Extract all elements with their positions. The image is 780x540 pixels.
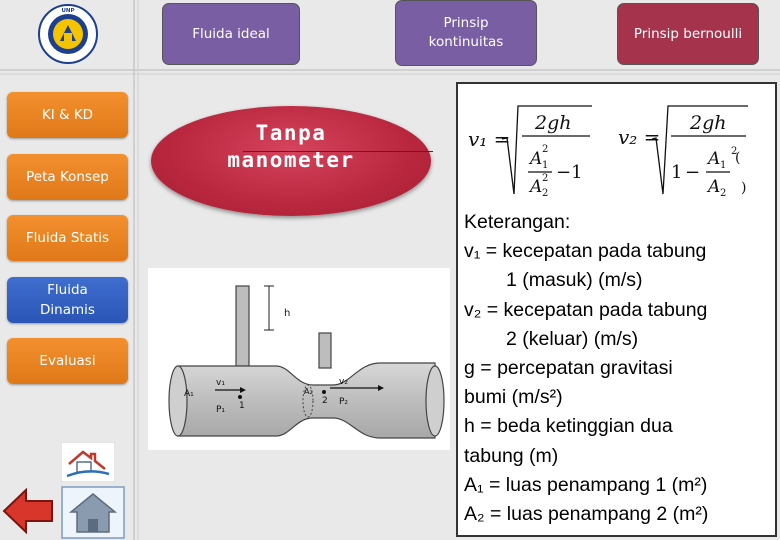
label-v1: v₁ [216, 378, 225, 388]
keterangan-a1: A₁ = luas penampang 1 (m²) [464, 473, 708, 496]
keterangan-text [464, 208, 762, 529]
home-icon[interactable] [61, 486, 125, 539]
label-1: 1 [239, 401, 245, 411]
svg-text:A: A [708, 149, 721, 169]
tab-fluida-ideal-label: Fluida ideal [192, 25, 270, 42]
tab-prinsip-bernoulli-label: Prinsip bernoulli [633, 25, 743, 42]
svg-text:(: ( [735, 150, 741, 166]
label-a1: A₁ [184, 389, 194, 399]
label-v2: v₂ [339, 377, 348, 387]
svg-text:2: 2 [720, 188, 727, 199]
tab-prinsip-bernoulli[interactable] [617, 3, 759, 65]
svg-text:A: A [530, 177, 543, 197]
svg-text:2: 2 [542, 144, 549, 155]
svg-text:): ) [741, 180, 747, 196]
sidebar-item-ki-kd[interactable] [7, 92, 128, 138]
sidebar-item-label: Peta Konsep [26, 168, 109, 185]
svg-text:UNP: UNP [61, 8, 75, 14]
formula-v2-numerator: 2gh [690, 112, 727, 134]
keterangan-title: Keterangan: [464, 211, 571, 233]
university-logo [33, 3, 103, 65]
svg-text:A: A [708, 177, 721, 197]
keterangan-v1: v₁ = kecepatan pada tabung [464, 240, 707, 263]
formula-v1-minus-one: −1 [556, 162, 583, 183]
back-arrow-icon[interactable] [0, 484, 58, 538]
label-2: 2 [322, 396, 328, 406]
keterangan-g: g = percepatan gravitasi [464, 357, 673, 380]
keterangan-v2-cont: 2 (keluar) (m/s) [506, 327, 639, 350]
venturi-diagram [148, 268, 450, 450]
sidebar-item-label: Evaluasi [39, 352, 96, 369]
formula-v1-numerator: 2gh [535, 112, 572, 134]
keterangan-g-cont: bumi (m/s²) [464, 386, 563, 409]
keterangan-a2: A₂ = luas penampang 2 (m²) [464, 503, 709, 526]
svg-text:A: A [530, 149, 543, 169]
sidebar-item-label: KI & KD [41, 106, 94, 123]
label-p1: P₁ [216, 405, 226, 415]
sidebar-item-fluida-dinamis[interactable] [7, 277, 128, 323]
label-h: h [284, 308, 291, 319]
formula-v2-label: v₂ = [618, 125, 661, 149]
venturi-formula [458, 84, 775, 204]
keterangan-v1-cont: 1 (masuk) (m/s) [506, 269, 643, 292]
keterangan-h-cont: tabung (m) [464, 444, 559, 467]
label-p2: P₂ [339, 397, 349, 407]
formula-v2-one: 1 [671, 162, 683, 183]
sidebar-item-fluida-statis[interactable] [7, 215, 128, 261]
sidebar-item-evaluasi[interactable] [7, 338, 128, 384]
bernoulli-explanation-panel [456, 82, 777, 537]
house-image-icon[interactable] [61, 442, 115, 482]
formula-v1-label: v₁ = [468, 127, 511, 151]
svg-text:2: 2 [542, 188, 549, 199]
sidebar-item-label: Fluida Statis [25, 229, 110, 246]
keterangan-h: h = beda ketinggian dua [464, 415, 673, 438]
keterangan-v2: v₂ = kecepatan pada tabung [464, 298, 708, 321]
tab-prinsip-kontinuitas[interactable] [395, 0, 537, 66]
svg-text:2: 2 [542, 173, 549, 184]
sidebar-item-peta-konsep[interactable] [7, 154, 128, 200]
tab-fluida-ideal[interactable] [162, 3, 300, 65]
tab-prinsip-kontinuitas-label: Prinsip kontinuitas [428, 15, 504, 50]
sidebar-item-label: Fluida Dinamis [40, 281, 95, 318]
svg-text:2: 2 [731, 146, 738, 157]
svg-text:−: − [685, 162, 701, 183]
svg-text:1: 1 [542, 160, 549, 171]
label-a2: A₂ [304, 387, 313, 396]
heading-text: Tanpa manometer [227, 121, 355, 173]
svg-text:1: 1 [720, 160, 727, 171]
